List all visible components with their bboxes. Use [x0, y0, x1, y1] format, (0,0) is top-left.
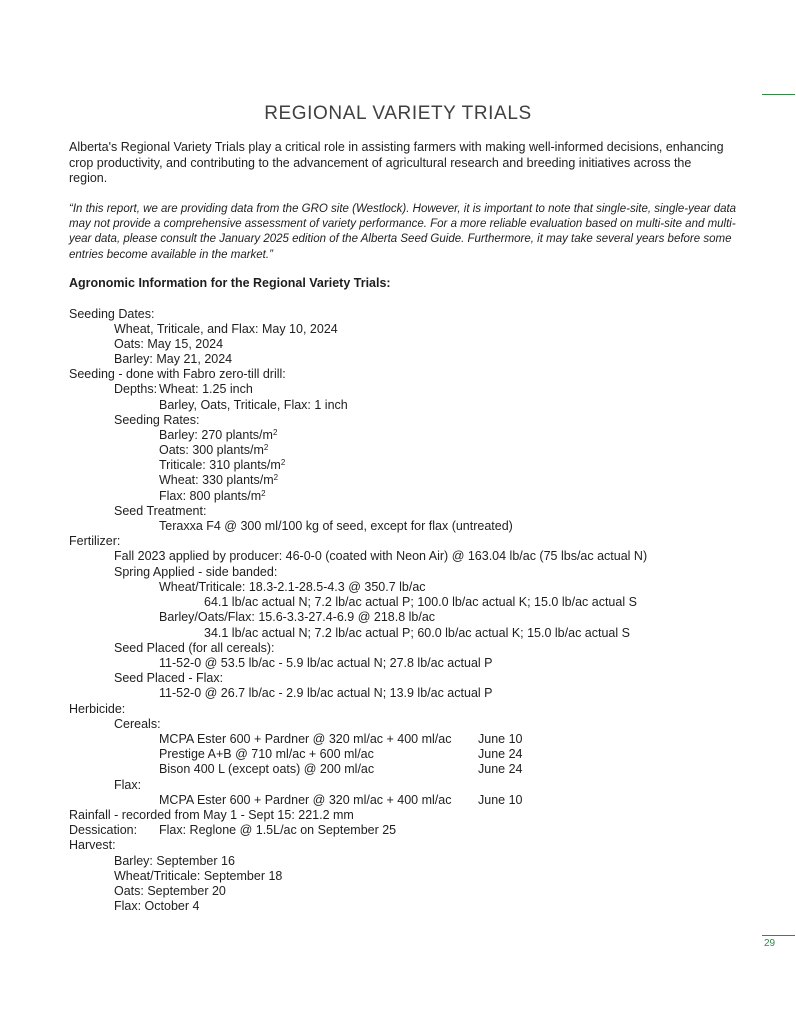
- rate-flax: [159, 489, 266, 505]
- seed-placed-flax-value: 11-52-0 @ 26.7 lb/ac - 2.9 lb/ac actual N; 13.9 lb/ac actual P: [159, 686, 493, 700]
- rate-triticale: [159, 458, 285, 474]
- seeding-date-wheat: Wheat, Triticale, and Flax: May 10, 2024: [114, 322, 338, 336]
- seed-placed-cereals-value: 11-52-0 @ 53.5 lb/ac - 5.9 lb/ac actual N; 27.8 lb/ac actual P: [159, 656, 493, 670]
- rate-oats-text: Oats: 300 plants/m: [159, 443, 264, 457]
- depths-label: Depths:: [114, 382, 158, 396]
- cereals-label: Cereals:: [114, 717, 161, 731]
- seeding-dates-label: Seeding Dates:: [69, 307, 155, 321]
- seeding-drill-label: Seeding - done with Fabro zero-till drill:: [69, 367, 286, 381]
- top-accent-rule: [762, 94, 795, 95]
- disclaimer-quote: “In this report, we are providing data from the GRO site (Westlock). However, it is important to note that single-site, single-year data may not provide a comprehensive assessment of variety performance. For a more reliable evaluation based on multi-site and multi-year data, please consult the January 2025 edition of the Alberta Seed Guide. Furthermore, it may take several years before some entries become available in the market.”: [69, 203, 737, 261]
- squared-superscript: 2: [280, 458, 286, 467]
- barley-oats-flax-blend: Barley/Oats/Flax: 15.6-3.3-27.4-6.9 @ 218.8 lb/ac: [159, 610, 436, 624]
- herbicide-cereals-2: Prestige A+B @ 710 ml/ac + 600 ml/ac: [159, 747, 374, 761]
- rate-wheat: [159, 473, 278, 489]
- fall-fertilizer: Fall 2023 applied by producer: 46-0-0 (coated with Neon Air) @ 163.04 lb/ac (75 lbs/ac actual N): [114, 549, 648, 563]
- rate-flax-text: Flax: 800 plants/m: [159, 489, 262, 503]
- herbicide-cereals-2-date: June 24: [478, 747, 523, 761]
- harvest-label: Harvest:: [69, 838, 116, 852]
- barley-oats-flax-actual: 34.1 lb/ac actual N; 7.2 lb/ac actual P; 60.0 lb/ac actual K; 15.0 lb/ac actual S: [204, 626, 630, 640]
- rate-barley-text: Barley: 270 plants/m: [159, 428, 273, 442]
- seeding-rates-label: Seeding Rates:: [114, 413, 200, 427]
- depth-wheat: Wheat: 1.25 inch: [159, 382, 253, 396]
- page-number: 29: [764, 938, 776, 949]
- rate-oats: [159, 443, 268, 459]
- seeding-date-oats: Oats: May 15, 2024: [114, 337, 224, 351]
- fertilizer-label: Fertilizer:: [69, 534, 121, 548]
- depth-other: Barley, Oats, Triticale, Flax: 1 inch: [159, 398, 348, 412]
- herbicide-cereals-1-date: June 10: [478, 732, 523, 746]
- dessication-value: Flax: Reglone @ 1.5L/ac on September 25: [159, 823, 397, 837]
- dessication-label: Dessication:: [69, 823, 138, 837]
- seed-treatment-label: Seed Treatment:: [114, 504, 207, 518]
- seeding-date-barley: Barley: May 21, 2024: [114, 352, 233, 366]
- squared-superscript: 2: [261, 489, 266, 498]
- page-title: REGIONAL VARIETY TRIALS: [264, 103, 532, 124]
- herbicide-label: Herbicide:: [69, 702, 126, 716]
- spring-applied-label: Spring Applied - side banded:: [114, 565, 278, 579]
- rate-wheat-text: Wheat: 330 plants/m: [159, 473, 274, 487]
- bottom-accent-rule: [762, 935, 795, 936]
- herbicide-cereals-3-date: June 24: [478, 762, 523, 776]
- wheat-triticale-actual: 64.1 lb/ac actual N; 7.2 lb/ac actual P; 100.0 lb/ac actual K; 15.0 lb/ac actual S: [204, 595, 637, 609]
- squared-superscript: 2: [272, 428, 278, 437]
- herbicide-cereals-1: MCPA Ester 600 + Pardner @ 320 ml/ac + 400 ml/ac: [159, 732, 452, 746]
- seed-placed-flax-label: Seed Placed - Flax:: [114, 671, 224, 685]
- section-heading: Agronomic Information for the Regional Variety Trials:: [69, 276, 391, 290]
- harvest-oats: Oats: September 20: [114, 884, 226, 898]
- seed-treatment-value: Teraxxa F4 @ 300 ml/100 kg of seed, except for flax (untreated): [159, 519, 513, 533]
- seed-placed-cereals-label: Seed Placed (for all cereals):: [114, 641, 275, 655]
- rate-barley: [159, 428, 277, 444]
- wheat-triticale-blend: Wheat/Triticale: 18.3-2.1-28.5-4.3 @ 350.7 lb/ac: [159, 580, 426, 594]
- squared-superscript: 2: [273, 473, 279, 482]
- herbicide-cereals-3: Bison 400 L (except oats) @ 200 ml/ac: [159, 762, 375, 776]
- harvest-flax: Flax: October 4: [114, 899, 200, 913]
- rate-triticale-text: Triticale: 310 plants/m: [159, 458, 281, 472]
- harvest-barley: Barley: September 16: [114, 854, 235, 868]
- intro-paragraph: Alberta's Regional Variety Trials play a critical role in assisting farmers with making well-informed decisions, enhancing crop productivity, and contributing to the advancement of agricultural research and breeding initiatives across the region.: [69, 140, 724, 185]
- harvest-wheat-triticale: Wheat/Triticale: September 18: [114, 869, 283, 883]
- flax-label: Flax:: [114, 778, 142, 792]
- herbicide-flax: MCPA Ester 600 + Pardner @ 320 ml/ac + 400 ml/ac: [159, 793, 452, 807]
- squared-superscript: 2: [263, 443, 269, 452]
- herbicide-flax-date: June 10: [478, 793, 523, 807]
- rainfall: Rainfall - recorded from May 1 - Sept 15: 221.2 mm: [69, 808, 354, 822]
